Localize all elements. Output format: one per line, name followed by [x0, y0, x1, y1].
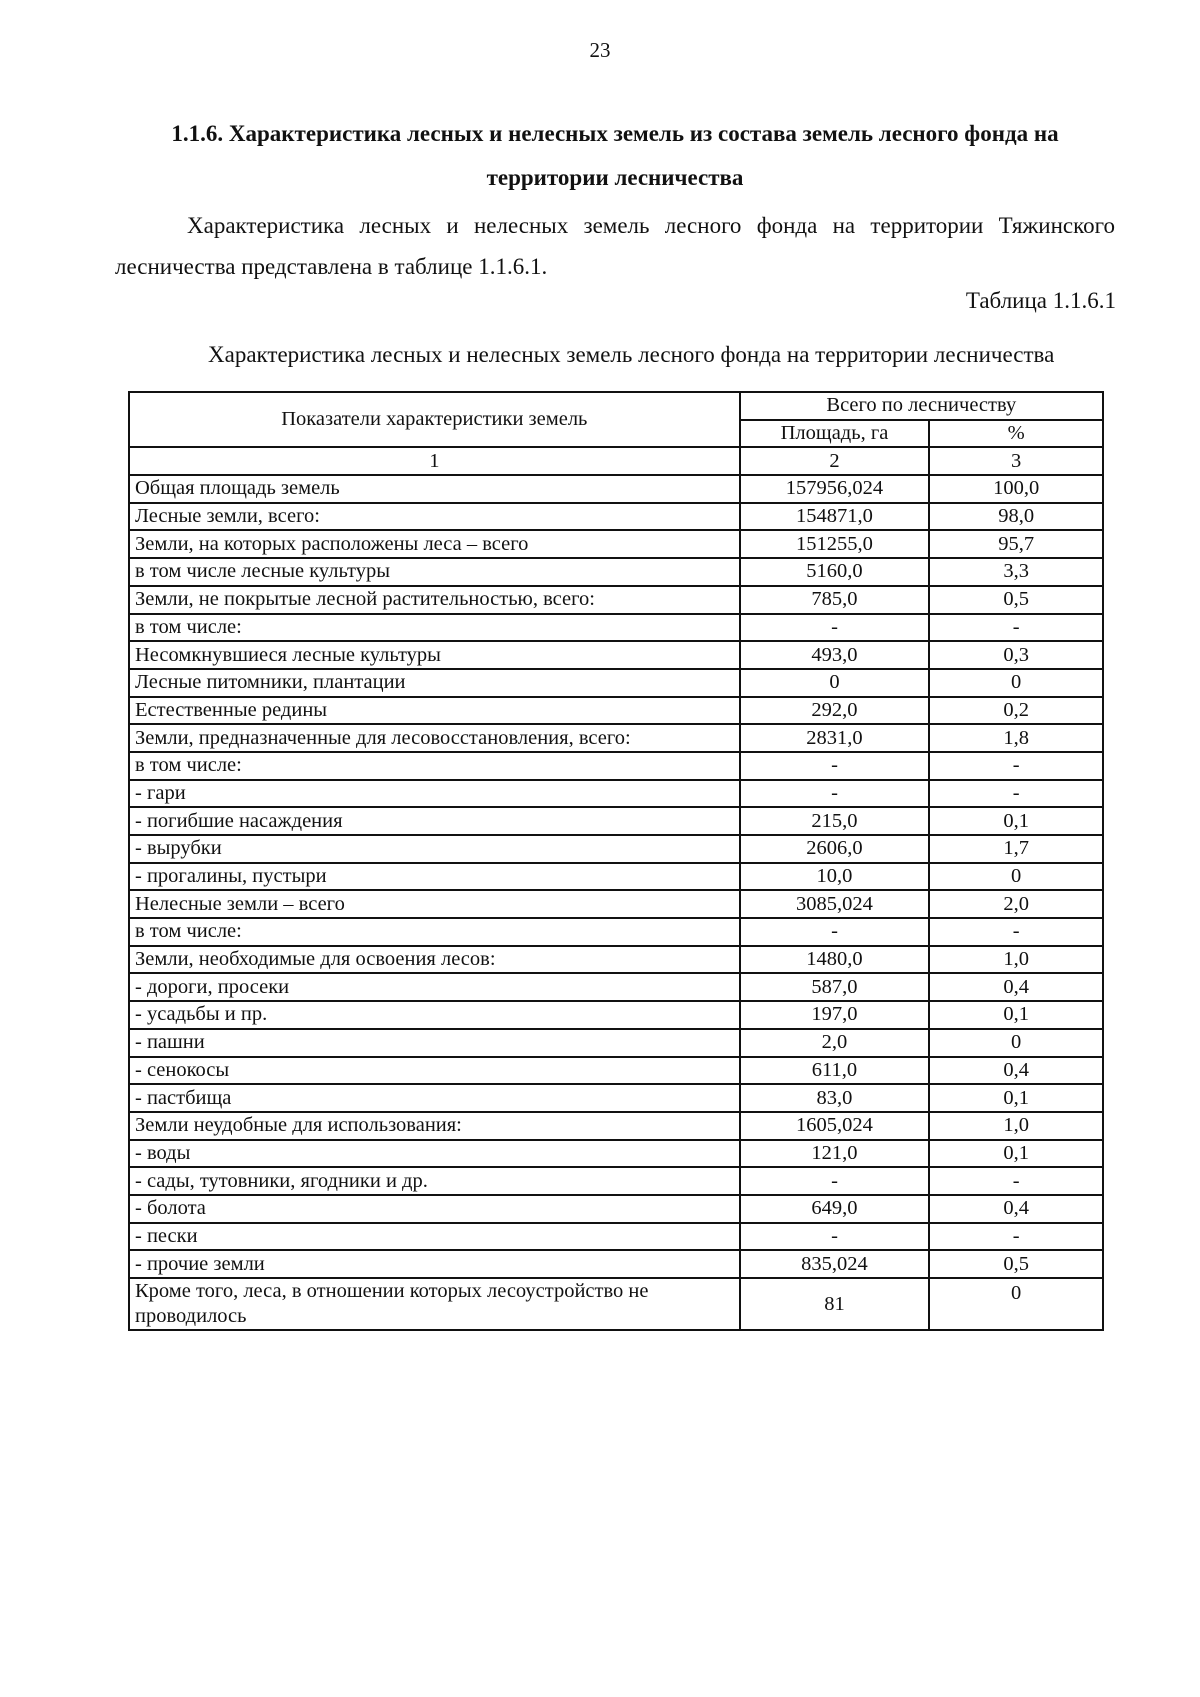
table-row: [129, 641, 1103, 669]
row-percent: 0,1: [929, 1084, 1103, 1112]
row-percent: -: [929, 780, 1103, 808]
table-row: [129, 807, 1103, 835]
row-area: 154871,0: [740, 503, 930, 531]
column-number: 1: [129, 447, 740, 475]
row-percent: -: [929, 614, 1103, 642]
row-label: Земли, предназначенные для лесовосстановления, всего:: [129, 724, 740, 752]
row-label: Кроме того, леса, в отношении которых лесоустройство не проводилось: [129, 1278, 740, 1330]
table-row: [129, 1001, 1103, 1029]
table-row: [129, 1223, 1103, 1251]
row-area: 157956,024: [740, 475, 930, 503]
row-label: - гари: [129, 780, 740, 808]
table-row: [129, 863, 1103, 891]
row-area: 587,0: [740, 973, 930, 1001]
header-total-group: Всего по лесничеству: [740, 392, 1103, 420]
row-percent: 0,5: [929, 1250, 1103, 1278]
row-percent: -: [929, 1223, 1103, 1251]
header-indicator: Показатели характеристики земель: [129, 392, 740, 447]
table-row: [129, 558, 1103, 586]
row-area: -: [740, 614, 930, 642]
column-number-row: [129, 447, 1103, 475]
page-number: 23: [589, 38, 611, 62]
row-area: 292,0: [740, 697, 930, 725]
table-row: [129, 946, 1103, 974]
row-area: -: [740, 752, 930, 780]
section-heading: 1.1.6. Характеристика лесных и нелесных земель из состава земель лесного фонда на территории лесничества: [171, 121, 1059, 190]
row-area: 121,0: [740, 1140, 930, 1168]
table-row: [129, 780, 1103, 808]
row-label: - пастбища: [129, 1084, 740, 1112]
land-characteristics-table: [128, 391, 1104, 1331]
row-label: - прогалины, пустыри: [129, 863, 740, 891]
table-row: [129, 1057, 1103, 1085]
row-area: 5160,0: [740, 558, 930, 586]
row-percent: 98,0: [929, 503, 1103, 531]
intro-paragraph: Характеристика лесных и нелесных земель лесного фонда на территории Тяжинского лесничества представлена в таблице 1.1.6.1.: [115, 213, 1115, 279]
row-label: Несомкнувшиеся лесные культуры: [129, 641, 740, 669]
row-percent: 95,7: [929, 530, 1103, 558]
row-area: 83,0: [740, 1084, 930, 1112]
row-label: - пашни: [129, 1029, 740, 1057]
row-label: Земли неудобные для использования:: [129, 1112, 740, 1140]
table-row: [129, 1029, 1103, 1057]
row-percent: -: [929, 1167, 1103, 1195]
table-row: [129, 614, 1103, 642]
row-percent: 0,1: [929, 807, 1103, 835]
row-area: 493,0: [740, 641, 930, 669]
row-label: - вырубки: [129, 835, 740, 863]
row-area: 835,024: [740, 1250, 930, 1278]
row-area: -: [740, 1167, 930, 1195]
row-percent: -: [929, 752, 1103, 780]
row-area: -: [740, 1223, 930, 1251]
row-area: 2831,0: [740, 724, 930, 752]
table-header-row: [129, 392, 1103, 420]
row-area: 1605,024: [740, 1112, 930, 1140]
row-label: Нелесные земли – всего: [129, 890, 740, 918]
row-label: в том числе:: [129, 752, 740, 780]
row-label: - дороги, просеки: [129, 973, 740, 1001]
row-area: 197,0: [740, 1001, 930, 1029]
row-percent: 1,8: [929, 724, 1103, 752]
row-area: 151255,0: [740, 530, 930, 558]
table-row: [129, 586, 1103, 614]
row-area: 649,0: [740, 1195, 930, 1223]
row-percent: 0,1: [929, 1140, 1103, 1168]
row-label: - пески: [129, 1223, 740, 1251]
table-row: [129, 1140, 1103, 1168]
row-label: - болота: [129, 1195, 740, 1223]
row-percent: 0,2: [929, 697, 1103, 725]
row-area: -: [740, 918, 930, 946]
row-area: 2606,0: [740, 835, 930, 863]
row-percent: 0: [929, 863, 1103, 891]
table-row: [129, 835, 1103, 863]
row-percent: 1,0: [929, 946, 1103, 974]
row-percent: -: [929, 918, 1103, 946]
table-row: [129, 669, 1103, 697]
row-label: - воды: [129, 1140, 740, 1168]
row-label: в том числе лесные культуры: [129, 558, 740, 586]
table-row: [129, 1112, 1103, 1140]
row-percent: 3,3: [929, 558, 1103, 586]
row-area: 215,0: [740, 807, 930, 835]
row-percent: 0,4: [929, 1195, 1103, 1223]
row-label: в том числе:: [129, 614, 740, 642]
row-area: 1480,0: [740, 946, 930, 974]
row-label: Земли, на которых расположены леса – всего: [129, 530, 740, 558]
row-area: -: [740, 780, 930, 808]
row-percent: 0: [929, 1029, 1103, 1057]
row-area: 0: [740, 669, 930, 697]
row-area: 2,0: [740, 1029, 930, 1057]
row-label: - сады, тутовники, ягодники и др.: [129, 1167, 740, 1195]
row-percent: 0: [929, 1278, 1103, 1330]
row-label: Лесные земли, всего:: [129, 503, 740, 531]
table-row: [129, 918, 1103, 946]
row-label: - усадьбы и пр.: [129, 1001, 740, 1029]
row-label: Лесные питомники, плантации: [129, 669, 740, 697]
row-percent: 100,0: [929, 475, 1103, 503]
row-label: - прочие земли: [129, 1250, 740, 1278]
column-number: 3: [929, 447, 1103, 475]
row-label: Земли, необходимые для освоения лесов:: [129, 946, 740, 974]
row-percent: 0,4: [929, 973, 1103, 1001]
row-percent: 0: [929, 669, 1103, 697]
row-area: 10,0: [740, 863, 930, 891]
table-row: [129, 530, 1103, 558]
row-area: 785,0: [740, 586, 930, 614]
row-label: Естественные редины: [129, 697, 740, 725]
row-percent: 0,3: [929, 641, 1103, 669]
row-percent: 1,7: [929, 835, 1103, 863]
table-row: [129, 697, 1103, 725]
table-row: [129, 973, 1103, 1001]
row-percent: 0,4: [929, 1057, 1103, 1085]
row-area: 611,0: [740, 1057, 930, 1085]
row-area: 3085,024: [740, 890, 930, 918]
row-percent: 1,0: [929, 1112, 1103, 1140]
table-row: [129, 503, 1103, 531]
row-percent: 0,5: [929, 586, 1103, 614]
table-row: [129, 1167, 1103, 1195]
table-row: [129, 752, 1103, 780]
table-row: [129, 724, 1103, 752]
table-row: [129, 1195, 1103, 1223]
table-row-unsurveyed: [129, 1278, 1103, 1330]
table-row: [129, 1250, 1103, 1278]
row-label: Общая площадь земель: [129, 475, 740, 503]
table-caption: Характеристика лесных и нелесных земель лесного фонда на территории лесничества: [208, 342, 1055, 367]
row-percent: 0,1: [929, 1001, 1103, 1029]
row-label: Земли, не покрытые лесной растительностью, всего:: [129, 586, 740, 614]
row-label: - погибшие насаждения: [129, 807, 740, 835]
column-number: 2: [740, 447, 930, 475]
row-area: 81: [740, 1278, 930, 1330]
table-row: [129, 1084, 1103, 1112]
header-area: Площадь, га: [740, 420, 930, 448]
row-label: в том числе:: [129, 918, 740, 946]
row-label: - сенокосы: [129, 1057, 740, 1085]
table-row: [129, 475, 1103, 503]
table-number: Таблица 1.1.6.1: [965, 288, 1116, 313]
header-percent: %: [929, 420, 1103, 448]
table-row: [129, 890, 1103, 918]
row-percent: 2,0: [929, 890, 1103, 918]
